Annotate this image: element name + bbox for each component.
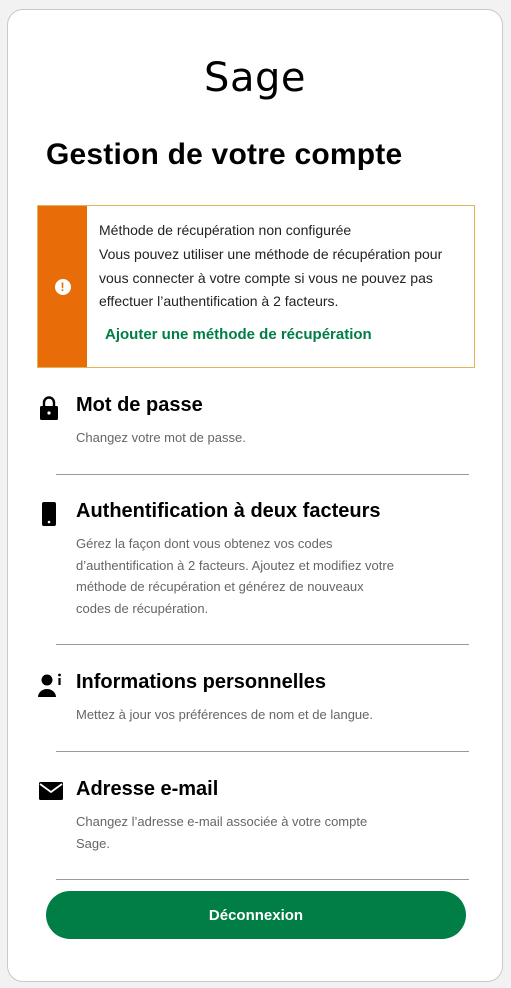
divider bbox=[56, 644, 469, 645]
menu-item-title: Mot de passe bbox=[76, 394, 203, 416]
alert-title: Méthode de récupération non configurée bbox=[99, 222, 352, 238]
lock-icon bbox=[38, 395, 60, 421]
envelope-icon bbox=[38, 781, 64, 801]
alert-stripe bbox=[38, 206, 87, 367]
menu-item-description: Gérez la façon dont vous obtenez vos codes d’authentification à 2 facteurs. Ajoutez et modifiez votre méthode de récupération et générez de nouveaux codes de récupération. bbox=[76, 536, 394, 616]
menu-item-title: Informations personnelles bbox=[76, 671, 327, 693]
menu-item-description: Mettez à jour vos préférences de nom et de langue. bbox=[76, 707, 374, 722]
alert-body bbox=[87, 206, 474, 367]
menu-item-two-factor[interactable] bbox=[38, 499, 468, 619]
logout-button[interactable]: Déconnexion bbox=[46, 891, 466, 939]
divider bbox=[56, 474, 469, 475]
phone-icon bbox=[38, 501, 60, 527]
exclamation-icon: ! bbox=[55, 279, 71, 295]
recovery-alert bbox=[37, 205, 475, 368]
menu-item-title: Adresse e-mail bbox=[76, 778, 219, 800]
alert-text: Vous pouvez utiliser une méthode de récupération pour vous connecter à votre compte si vous ne pouvez pas effectuer l’authentification à 2 facteurs. bbox=[99, 246, 443, 309]
sage-logo: Sage bbox=[204, 55, 306, 101]
divider bbox=[56, 879, 469, 880]
menu-item-email[interactable] bbox=[38, 777, 468, 857]
menu-item-title: Authentification à deux facteurs bbox=[76, 500, 381, 522]
user-info-icon bbox=[38, 672, 64, 698]
add-recovery-method-link[interactable]: Ajouter une méthode de récupération bbox=[105, 325, 372, 343]
menu-item-password[interactable] bbox=[38, 393, 468, 453]
menu-item-personal-info[interactable] bbox=[38, 670, 468, 730]
page-title: Gestion de votre compte bbox=[46, 138, 403, 171]
account-card bbox=[7, 9, 503, 982]
divider bbox=[56, 751, 469, 752]
menu-item-description: Changez l’adresse e-mail associée à votre compte Sage. bbox=[76, 814, 368, 851]
menu-item-description: Changez votre mot de passe. bbox=[76, 430, 246, 445]
